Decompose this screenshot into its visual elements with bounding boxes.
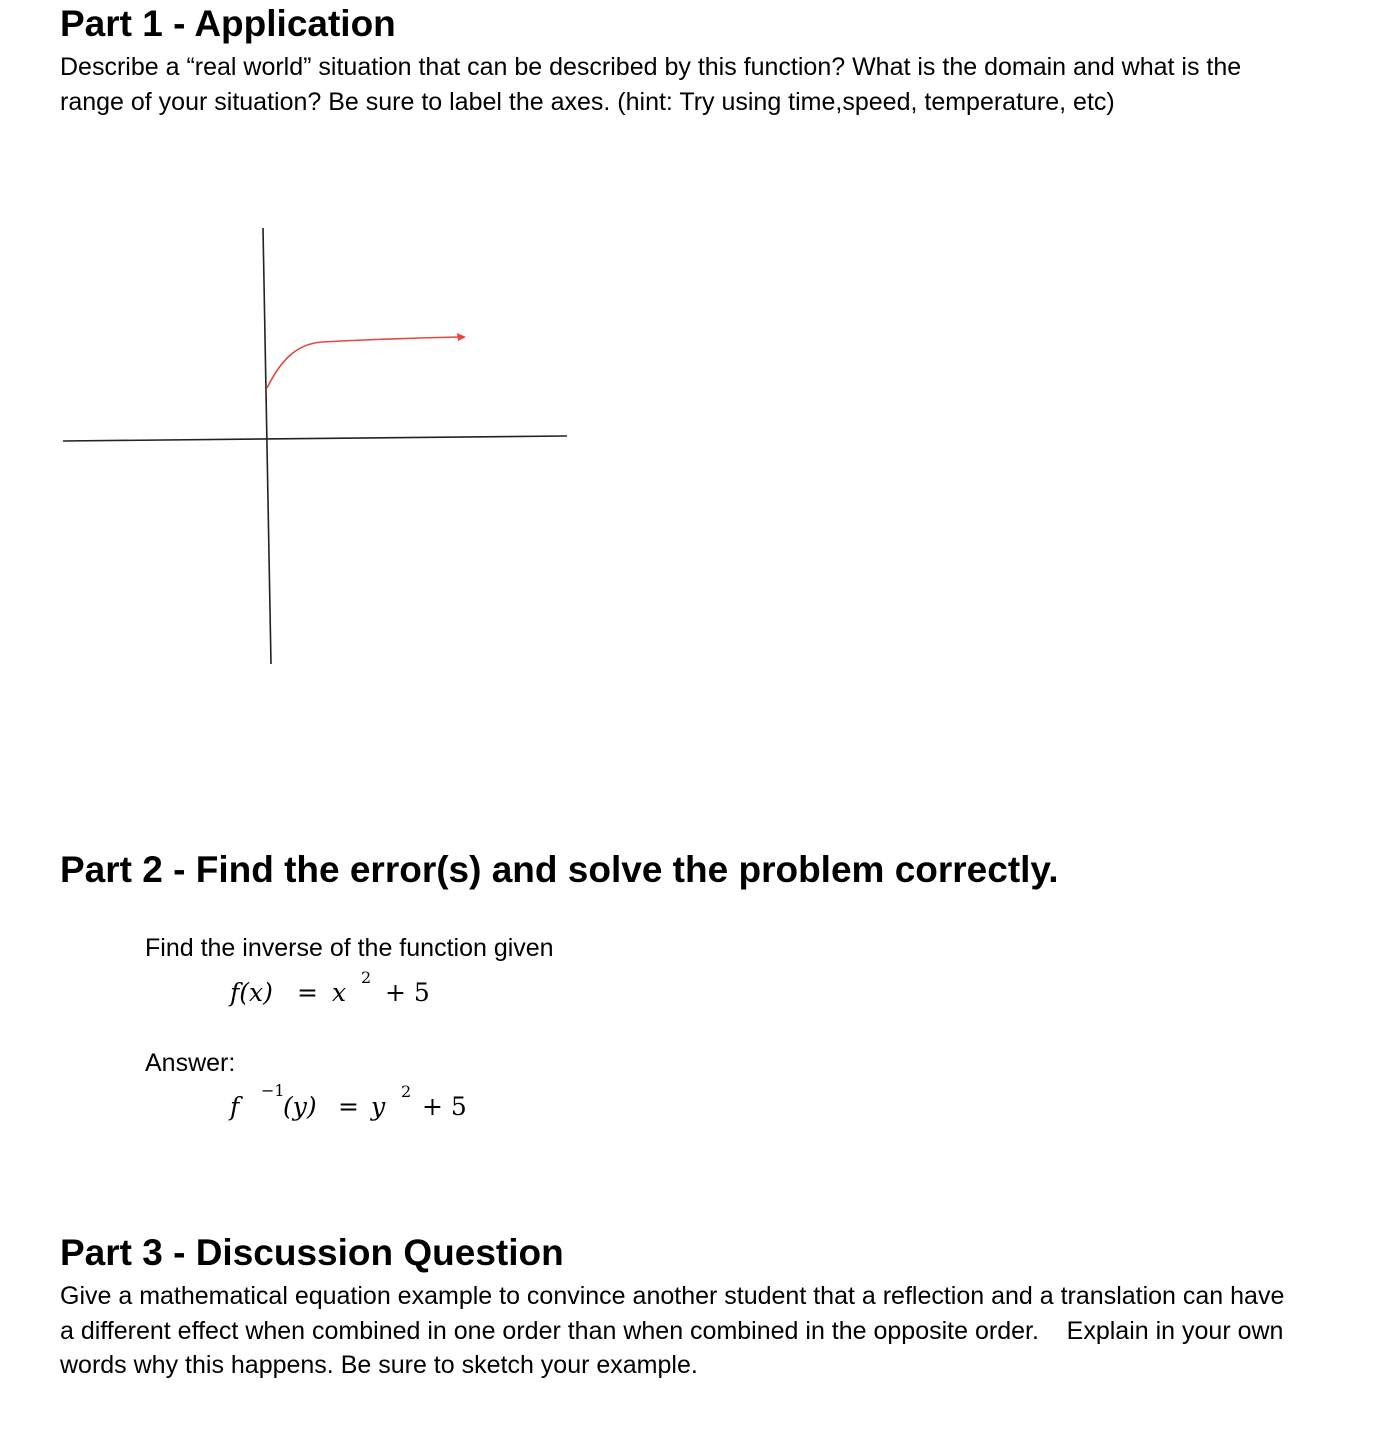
given-base: x [332, 978, 347, 1007]
answer-rest: + 5 [422, 1092, 467, 1121]
part1-title: Part 1 - Application [60, 3, 396, 44]
part1-description-line-2: range of your situation? Be sure to label the axes. (hint: Try using time,speed, temperature, etc) [60, 87, 1115, 116]
given-equals: = [297, 978, 318, 1007]
answer-inverse-exponent: −1 [261, 1081, 285, 1100]
part3-title: Part 3 - Discussion Question [60, 1232, 564, 1273]
answer-f: f [230, 1092, 240, 1121]
answer-label: Answer: [145, 1049, 236, 1077]
part2-prompt: Find the inverse of the function given [145, 934, 554, 962]
given-exponent: 2 [361, 968, 372, 987]
part2-title: Part 2 - Find the error(s) and solve the problem correctly. [60, 849, 1059, 890]
part3-description-line-3: words why this happens. Be sure to sketch your example. [60, 1351, 698, 1379]
part3-description-line-1: Give a mathematical equation example to convince another student that a reflection and a translation can have [60, 1282, 1285, 1310]
part1-description [60, 50, 1340, 119]
function-sketch-graph [0, 200, 620, 690]
answer-base: y [371, 1092, 386, 1121]
part1-description-line-1: Describe a “real world” situation that can be described by this function? What is the domain and what is the [60, 53, 1242, 81]
answer-arg: (y) [283, 1092, 317, 1121]
y-axis [263, 228, 271, 664]
given-rest: + 5 [385, 978, 430, 1007]
part3-description-line-2: a different effect when combined in one order than when combined in the opposite order. Explain in your own [60, 1316, 1284, 1345]
part3-description [60, 1279, 1360, 1383]
function-curve [267, 337, 458, 388]
given-lhs: f(x) [230, 978, 273, 1007]
curve-arrowhead [457, 333, 466, 341]
answer-equals: = [338, 1092, 359, 1121]
answer-exponent: 2 [401, 1082, 412, 1101]
x-axis [63, 436, 567, 441]
